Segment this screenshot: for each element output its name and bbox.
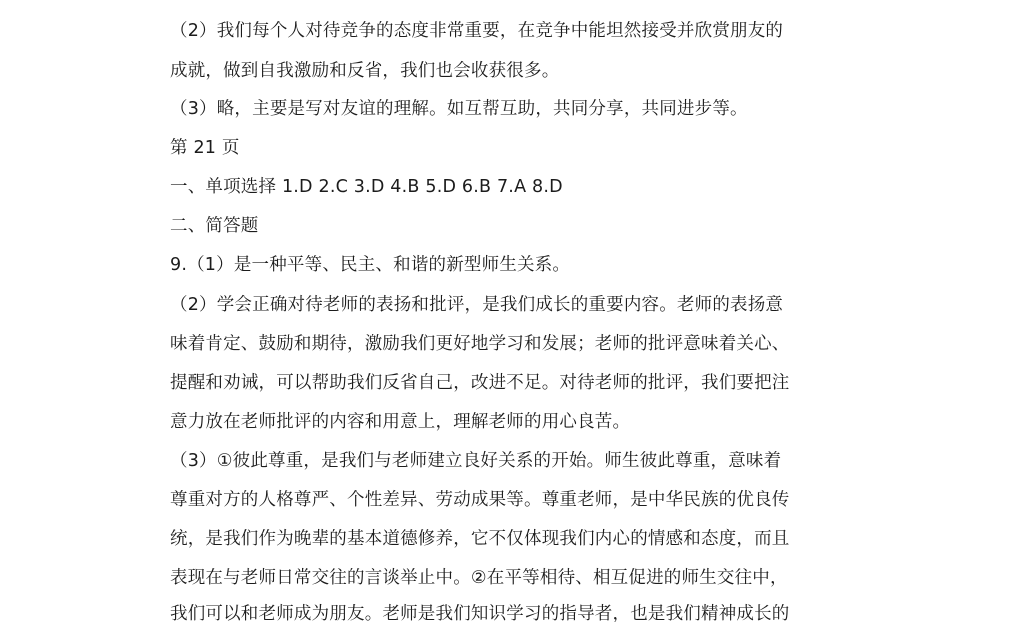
text-line-3: （3）略，主要是写对友谊的理解。如互帮互助，共同分享，共同进步等。 (170, 99, 748, 119)
section-heading: 二、简答题 (170, 216, 259, 236)
text-line-5: 一、单项选择 1.D 2.C 3.D 4.B 5.D 6.B 7.A 8.D (170, 177, 563, 197)
text-line-1: （2）我们每个人对待竞争的态度非常重要，在竞争中能坦然接受并欣赏朋友的 (170, 21, 784, 41)
page-heading: 第 21 页 (170, 138, 240, 158)
text-line-14: 统，是我们作为晚辈的基本道德修养，它不仅体现我们内心的情感和态度，而且 (170, 529, 790, 549)
text-line-10: 提醒和劝诫，可以帮助我们反省自己，改进不足。对待老师的批评，我们要把注 (170, 373, 790, 393)
text-line-2: 成就，做到自我激励和反省，我们也会收获很多。 (170, 61, 560, 81)
text-line-9: 味着肯定、鼓励和期待，激励我们更好地学习和发展；老师的批评意味着关心、 (170, 334, 790, 354)
text-line-7: 9.（1）是一种平等、民主、和谐的新型师生关系。 (170, 255, 571, 275)
text-line-11: 意力放在老师批评的内容和用意上，理解老师的用心良苦。 (170, 412, 631, 432)
text-line-16: 我们可以和老师成为朋友。老师是我们知识学习的指导者，也是我们精神成长的 (170, 604, 790, 622)
text-line-13: 尊重对方的人格尊严、个性差异、劳动成果等。尊重老师，是中华民族的优良传 (170, 490, 790, 510)
text-line-12: （3）①彼此尊重，是我们与老师建立良好关系的开始。师生彼此尊重，意味着 (170, 451, 782, 471)
text-line-8: （2）学会正确对待老师的表扬和批评，是我们成长的重要内容。老师的表扬意 (170, 295, 784, 315)
text-line-15: 表现在与老师日常交往的言谈举止中。②在平等相待、相互促进的师生交往中， (170, 568, 788, 588)
